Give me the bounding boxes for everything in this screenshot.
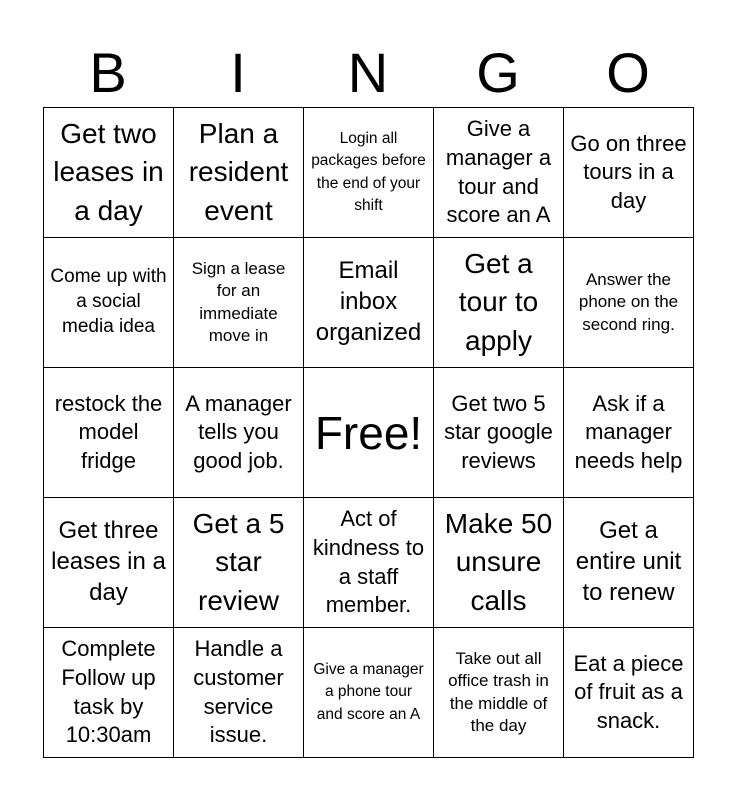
cell-text: restock the model fridge <box>54 390 163 473</box>
bingo-cell-r1-c3[interactable] <box>304 108 434 238</box>
bingo-cell-r4-c3[interactable] <box>304 498 434 628</box>
header-letter-n: N <box>347 41 389 104</box>
bingo-cell-r4-c2[interactable] <box>174 498 304 628</box>
cell-text: Give a manager a phone tour and score an A <box>313 660 424 723</box>
cell-text: Act of kindness to a staff member. <box>312 506 425 618</box>
bingo-cell-r5-c3[interactable] <box>304 628 434 758</box>
header-letter-g: G <box>476 41 520 104</box>
bingo-cell-r2-c5[interactable] <box>564 238 694 368</box>
cell-text: Make 50 unsure calls <box>444 508 553 616</box>
free-space-text: Free! <box>314 406 423 459</box>
bingo-cell-r1-c2[interactable] <box>174 108 304 238</box>
bingo-cell-r2-c3[interactable] <box>304 238 434 368</box>
bingo-cell-r5-c1[interactable] <box>44 628 174 758</box>
bingo-header <box>43 40 693 106</box>
header-letter-i: I <box>230 41 246 104</box>
bingo-cell-r2-c2[interactable] <box>174 238 304 368</box>
cell-text: Get two leases in a day <box>53 118 164 226</box>
bingo-cell-r5-c4[interactable] <box>434 628 564 758</box>
bingo-cell-r3-c5[interactable] <box>564 368 694 498</box>
cell-text: Go on three tours in a day <box>570 130 687 213</box>
cell-text: A manager tells you good job. <box>185 390 292 473</box>
bingo-grid <box>43 107 694 758</box>
free-space[interactable] <box>304 368 434 498</box>
cell-text: Give a manager a tour and score an A <box>445 116 552 228</box>
cell-text: Take out all office trash in the middle of the day <box>448 648 549 735</box>
cell-text: Complete Follow up task by 10:30am <box>61 636 156 748</box>
bingo-cell-r1-c4[interactable] <box>434 108 564 238</box>
cell-text: Come up with a social media idea <box>50 266 167 337</box>
bingo-cell-r1-c1[interactable] <box>44 108 174 238</box>
cell-text: Get two 5 star google reviews <box>444 390 553 473</box>
cell-text: Answer the phone on the second ring. <box>578 269 679 334</box>
bingo-cell-r4-c4[interactable] <box>434 498 564 628</box>
bingo-cell-r3-c2[interactable] <box>174 368 304 498</box>
bingo-cell-r2-c1[interactable] <box>44 238 174 368</box>
bingo-cell-r3-c1[interactable] <box>44 368 174 498</box>
cell-text: Get a tour to apply <box>458 248 539 356</box>
header-letter-b: B <box>89 41 127 104</box>
bingo-cell-r4-c1[interactable] <box>44 498 174 628</box>
cell-text: Eat a piece of fruit as a snack. <box>573 650 684 733</box>
cell-text: Ask if a manager needs help <box>574 390 683 473</box>
cell-text: Get a entire unit to renew <box>575 517 682 606</box>
header-letter-o: O <box>606 41 650 104</box>
bingo-cell-r3-c4[interactable] <box>434 368 564 498</box>
bingo-cell-r1-c5[interactable] <box>564 108 694 238</box>
cell-text: Sign a lease for an immediate move in <box>191 258 286 345</box>
cell-text: Email inbox organized <box>315 257 422 346</box>
bingo-cell-r2-c4[interactable] <box>434 238 564 368</box>
cell-text: Get three leases in a day <box>51 517 166 606</box>
bingo-cell-r4-c5[interactable] <box>564 498 694 628</box>
cell-text: Get a 5 star review <box>192 508 285 616</box>
cell-text: Login all packages before the end of your shift <box>311 129 426 214</box>
bingo-cell-r5-c5[interactable] <box>564 628 694 758</box>
bingo-cell-r5-c2[interactable] <box>174 628 304 758</box>
cell-text: Plan a resident event <box>188 118 289 226</box>
cell-text: Handle a customer service issue. <box>193 636 284 748</box>
